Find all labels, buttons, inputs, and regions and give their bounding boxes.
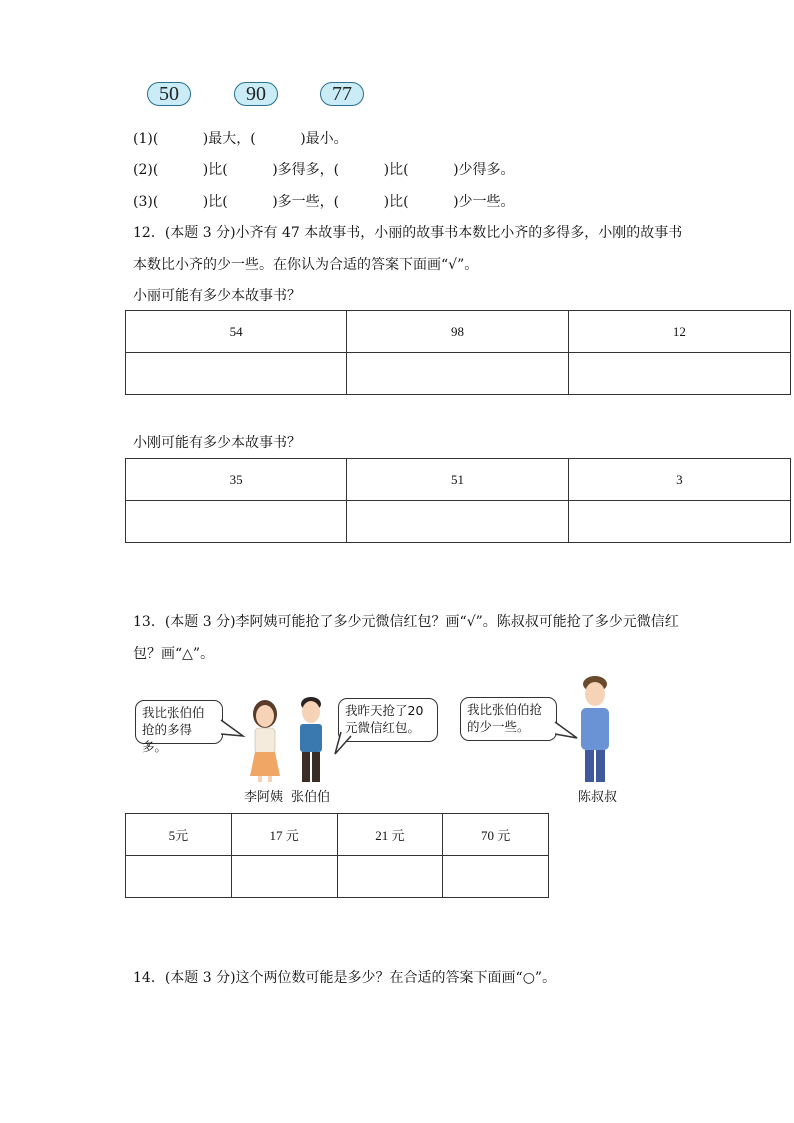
answer-cell[interactable] (231, 856, 337, 898)
bubble-tail (335, 732, 351, 754)
q13-line-2: 包？画“△”。 (133, 646, 215, 662)
bubble-text: 元微信红包。 (345, 720, 421, 735)
number-pill-90: 90 (234, 82, 278, 106)
answer-cell[interactable] (347, 353, 568, 395)
q12-line-2: 本数比小齐的少一些。在你认为合适的答案下面画“√”。 (133, 257, 479, 273)
table-cell-5yuan: 5元 (126, 814, 232, 856)
bubble-text: 的少一些。 (467, 719, 530, 734)
answer-cell[interactable] (126, 353, 347, 395)
q12-answer-table-1 (125, 310, 791, 395)
table-cell-51: 51 (347, 459, 568, 501)
table-cell-12: 12 (568, 311, 790, 353)
answer-cell[interactable] (568, 501, 790, 543)
q12-line-1: 12．(本题 3 分)小齐有 47 本故事书，小丽的故事书本数比小齐的多得多，小刚的故事书 (133, 225, 683, 241)
name-label-li: 李阿姨 (244, 790, 284, 805)
q14-line-1: 14．(本题 3 分)这个两位数可能是多少？在合适的答案下面画“○”。 (133, 970, 557, 986)
table-cell-70yuan: 70 元 (443, 814, 549, 856)
illustration-people (125, 670, 625, 790)
name-label-chen: 陈叔叔 (578, 790, 618, 805)
q11-line-2: (2)( )比( )多得多，( )比( )少得多。 (133, 162, 515, 178)
q11-line-1: (1)( )最大，( )最小。 (133, 131, 348, 147)
bubble-tail (555, 722, 577, 738)
bubble-text: 我比张伯伯抢 (467, 702, 543, 717)
q12-answer-table-2 (125, 458, 791, 543)
woman-figure-icon (250, 700, 280, 782)
answer-cell[interactable] (126, 856, 232, 898)
table-cell-3: 3 (568, 459, 790, 501)
q12-subquestion-1: 小丽可能有多少本故事书？ (133, 288, 301, 304)
man-suit-figure-icon (581, 676, 609, 782)
number-pill-50: 50 (147, 82, 191, 106)
table-cell-54: 54 (126, 311, 347, 353)
answer-cell[interactable] (337, 856, 443, 898)
table-cell-98: 98 (347, 311, 568, 353)
answer-cell[interactable] (568, 353, 790, 395)
bubble-text: 我昨天抢了20 (345, 703, 424, 718)
q12-subquestion-2: 小刚可能有多少本故事书？ (133, 435, 301, 451)
answer-cell[interactable] (347, 501, 568, 543)
q13-answer-table (125, 813, 549, 898)
table-cell-17yuan: 17 元 (231, 814, 337, 856)
bubble-text: 我比张伯伯 (142, 705, 205, 720)
bubble-text: 抢的多得多。 (142, 722, 193, 754)
answer-cell[interactable] (126, 501, 347, 543)
man-figure-icon (300, 697, 322, 782)
q13-line-1: 13．(本题 3 分)李阿姨可能抢了多少元微信红包？画“√”。陈叔叔可能抢了多少元微信红 (133, 614, 679, 630)
table-cell-21yuan: 21 元 (337, 814, 443, 856)
number-pill-77: 77 (320, 82, 364, 106)
name-label-zhang: 张伯伯 (291, 790, 331, 805)
answer-cell[interactable] (443, 856, 549, 898)
bubble-tail (221, 720, 243, 736)
table-cell-35: 35 (126, 459, 347, 501)
q11-line-3: (3)( )比( )多一些，( )比( )少一些。 (133, 194, 515, 210)
